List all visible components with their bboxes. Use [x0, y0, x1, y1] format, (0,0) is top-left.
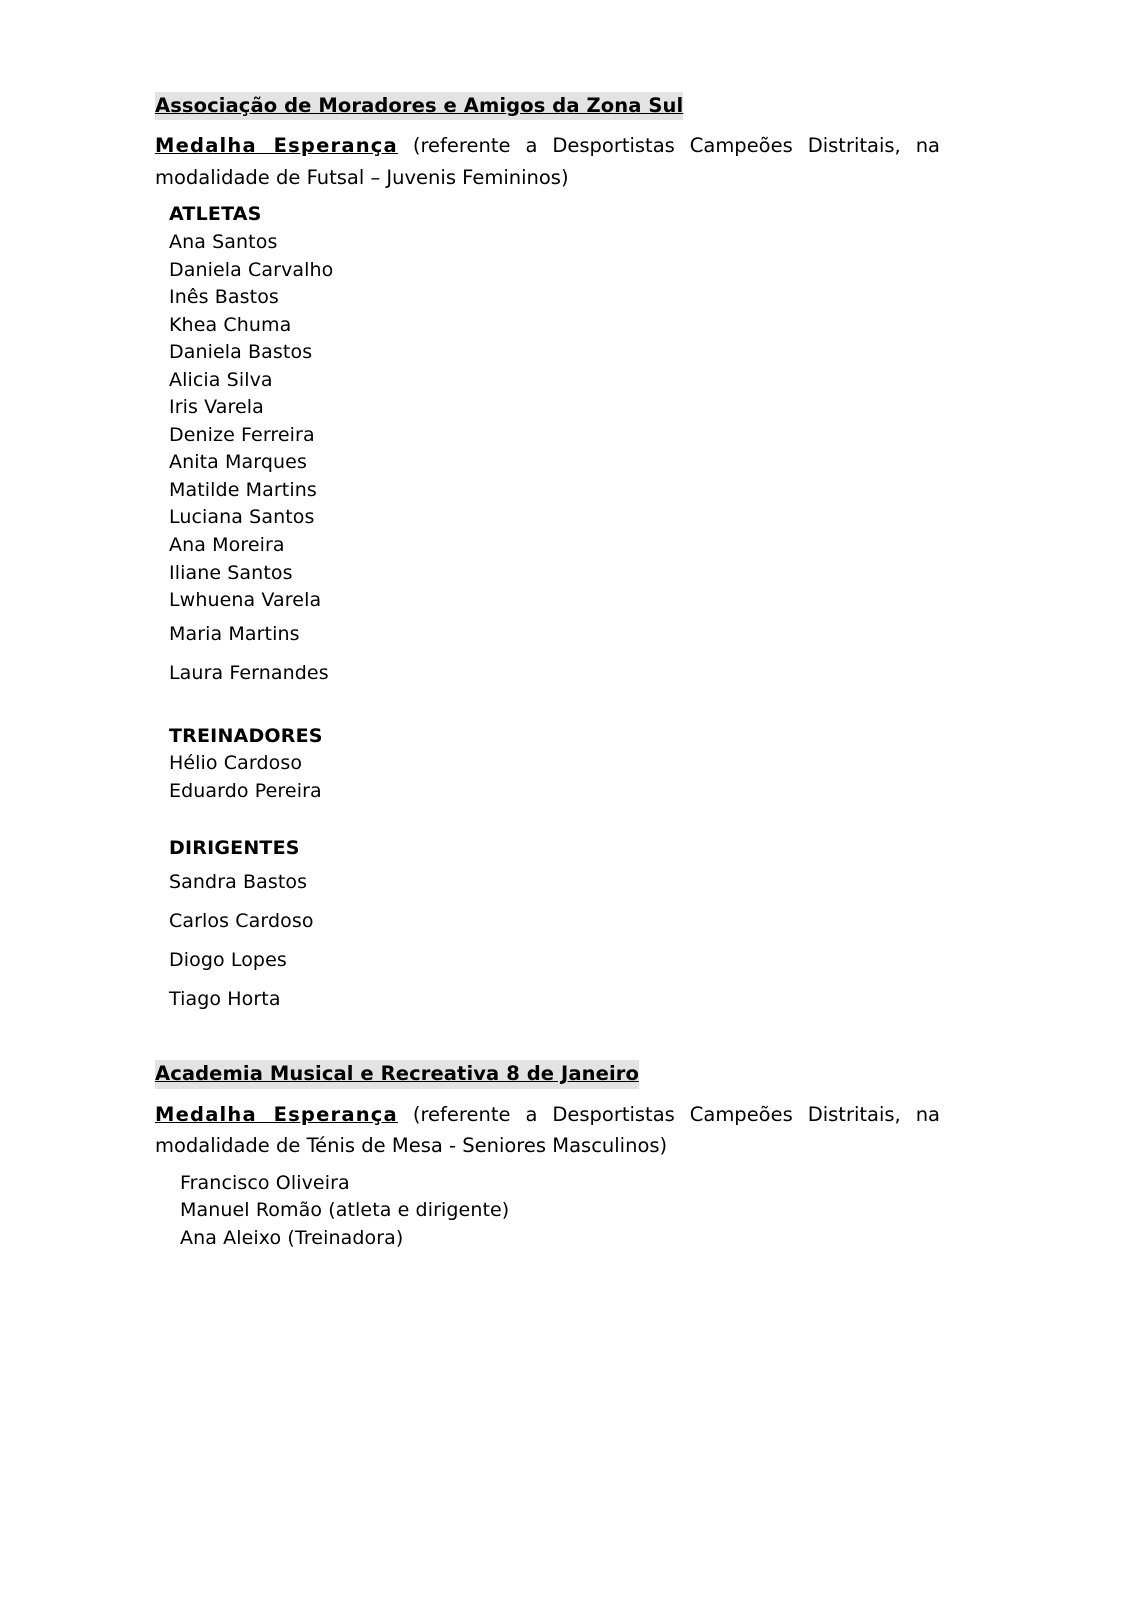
- list-item: Tiago Horta: [169, 987, 281, 1010]
- list-item: Ana Moreira: [169, 533, 285, 556]
- list-item: Iliane Santos: [169, 561, 293, 584]
- list-item: Laura Fernandes: [169, 661, 329, 684]
- medal-description: (referente a Desportistas Campeões Distritais, na modalidade de Ténis de Mesa - Seniores Masculinos): [155, 1102, 941, 1158]
- list-item: Hélio Cardoso: [169, 752, 303, 775]
- list-item: Maria Martins: [169, 622, 300, 645]
- coach-list: [155, 750, 976, 805]
- group-title-atletas: ATLETAS: [169, 203, 262, 226]
- list-item: Denize Ferreira: [169, 423, 315, 446]
- list-item: Ana Aleixo (Treinadora): [180, 1226, 404, 1249]
- list-item: Khea Chuma: [169, 313, 292, 336]
- list-item: Luciana Santos: [169, 506, 315, 529]
- list-item: Iris Varela: [169, 396, 264, 419]
- medal-paragraph: [155, 1099, 940, 1162]
- list-item: Inês Bastos: [169, 286, 279, 309]
- list-item: Ana Santos: [169, 230, 278, 253]
- list-item: Manuel Romão (atleta e dirigente): [180, 1199, 510, 1222]
- list-item: Sandra Bastos: [169, 870, 308, 893]
- medal-description: (referente a Desportistas Campeões Distritais, na modalidade de Futsal – Juvenis Femininos): [155, 134, 941, 189]
- list-item: Francisco Oliveira: [180, 1171, 350, 1194]
- list-item: Daniela Carvalho: [169, 258, 334, 281]
- group-title-treinadores: TREINADORES: [169, 724, 323, 747]
- medal-label: Medalha Esperança: [155, 1102, 398, 1126]
- medal-paragraph: [155, 130, 940, 193]
- list-item: Daniela Bastos: [169, 341, 313, 364]
- list-item: Carlos Cardoso: [169, 909, 314, 932]
- org-heading: Associação de Moradores e Amigos da Zona Sul: [155, 92, 683, 120]
- list-item: Anita Marques: [169, 451, 307, 474]
- list-item: Matilde Martins: [169, 478, 317, 501]
- officer-list: [155, 863, 976, 1019]
- medal-label: Medalha Esperança: [155, 134, 398, 158]
- list-item: Diogo Lopes: [169, 948, 287, 971]
- group-title-dirigentes: DIRIGENTES: [169, 837, 300, 860]
- list-item: Eduardo Pereira: [169, 779, 322, 802]
- athlete-list: [155, 229, 976, 693]
- participant-list: [155, 1170, 976, 1253]
- document-section: [155, 1060, 976, 1252]
- org-heading: Academia Musical e Recreativa 8 de Janeiro: [155, 1060, 639, 1088]
- document-section: [155, 92, 976, 1018]
- list-item: Lwhuena Varela: [169, 589, 322, 612]
- list-item: Alicia Silva: [169, 368, 273, 391]
